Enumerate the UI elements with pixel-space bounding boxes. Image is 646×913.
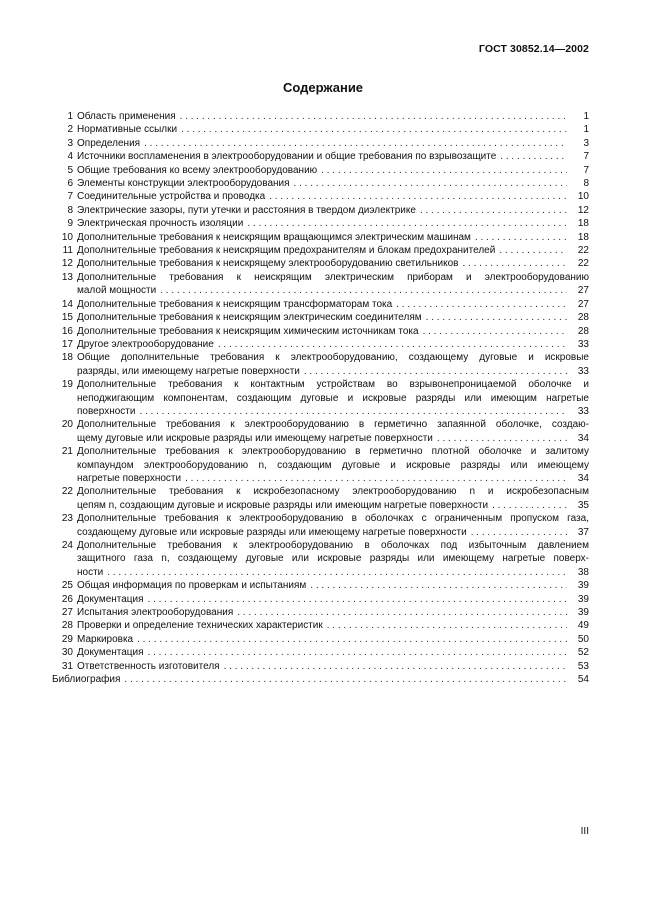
toc-entry-title: Дополнительные требования к неискрящим химическим источникам тока [77, 325, 419, 337]
toc-entry-page: 39 [577, 580, 589, 592]
toc-entry-title-line: защитного газа n, создающему дуговые или искровые разряды или имеющему нагретые поверх- [77, 553, 589, 565]
toc-entry-title: Электрические зазоры, пути утечки и расстояния в твердом диэлектрике [77, 204, 416, 216]
toc-entry-page: 54 [577, 674, 589, 686]
table-of-contents [52, 110, 589, 686]
toc-entry-number: 26 [61, 593, 73, 605]
dot-leader [323, 619, 567, 632]
toc-entry-number: 19 [61, 379, 73, 391]
toc-entry[interactable] [52, 378, 589, 418]
dot-leader [120, 673, 567, 686]
dot-leader [467, 526, 567, 539]
toc-entry[interactable] [52, 257, 589, 270]
toc-entry[interactable] [52, 673, 589, 686]
toc-entry-number: 29 [61, 633, 73, 645]
toc-entry-page: 3 [583, 137, 589, 149]
toc-entry-number: 12 [61, 258, 73, 270]
toc-entry-number: 16 [61, 325, 73, 337]
toc-entry-title: Библиография [52, 674, 121, 686]
toc-entry-number: 18 [61, 352, 73, 364]
dot-leader [177, 123, 567, 136]
toc-entry-title-line: Дополнительные требования к электрооборудованию в оболочках с ограниченным пропуском газа, [77, 513, 589, 525]
toc-entry[interactable] [52, 445, 589, 485]
toc-entry-page: 28 [577, 312, 589, 324]
toc-entry[interactable] [52, 485, 589, 512]
dot-leader [495, 244, 567, 257]
dot-leader [214, 338, 567, 351]
dot-leader [144, 593, 567, 606]
toc-entry-title: Определения [77, 137, 141, 149]
toc-entry-number: 15 [61, 312, 73, 324]
toc-entry-title: разряды, или имеющему нагретые поверхности [77, 365, 300, 377]
toc-entry-number: 6 [67, 178, 73, 190]
dot-leader [220, 660, 567, 673]
toc-entry[interactable] [52, 593, 589, 606]
toc-entry-title: Общая информация по проверкам и испытаниям [77, 580, 307, 592]
toc-entry-page: 37 [577, 526, 589, 538]
toc-entry-number: 27 [61, 607, 73, 619]
toc-entry[interactable] [52, 660, 589, 673]
dot-leader [265, 190, 567, 203]
toc-entry-page: 1 [583, 111, 589, 122]
toc-entry-title: поверхности [77, 405, 136, 417]
document-header: ГОСТ 30852.14—2002 [478, 43, 589, 55]
toc-entry-page: 10 [577, 191, 589, 203]
dot-leader [290, 177, 567, 190]
dot-leader [243, 217, 567, 230]
toc-entry-title: Дополнительные требования к неискрящим трансформаторам тока [77, 298, 393, 310]
toc-entry[interactable] [52, 512, 589, 539]
toc-entry-title-line: компаундом электрооборудованию n, создающим дуговые и искровые разряды или имеющему [77, 459, 589, 471]
toc-entry[interactable] [52, 177, 589, 190]
toc-entry-page: 18 [577, 218, 589, 230]
toc-entry-number: 17 [61, 338, 73, 350]
dot-leader [156, 284, 567, 297]
toc-entry-page: 33 [577, 338, 589, 350]
toc-entry-number: 9 [67, 218, 73, 230]
toc-entry-page: 39 [577, 607, 589, 619]
toc-entry-title-line: Дополнительные требования к неискрящим электрическим приборам и электрооборудованию [77, 271, 589, 283]
toc-entry-number: 10 [61, 231, 73, 243]
toc-entry-title: Дополнительные требования к неискрящим предохранителям и блокам предохранителей [77, 245, 496, 257]
toc-entry[interactable] [52, 190, 589, 203]
toc-entry-title: щему дуговые или искровые разряды или имеющему нагретые поверхности [77, 432, 433, 444]
toc-entry-title: Проверки и определение технических характеристик [77, 620, 323, 632]
toc-entry-number: 21 [61, 446, 73, 458]
toc-entry-title: Ответственность изготовителя [77, 660, 220, 672]
toc-entry[interactable] [52, 244, 589, 257]
toc-entry-title-line: неподжигающим компонентам, создающим дуговые и искровые разряды или имеющим нагретые [77, 392, 589, 404]
toc-entry-title: Источники воспламенения в электрооборудовании и общие требования по взрывозащите [77, 151, 497, 163]
dot-leader [392, 298, 567, 311]
toc-entry[interactable] [52, 231, 589, 244]
toc-entry-number: 28 [61, 620, 73, 632]
toc-entry[interactable] [52, 539, 589, 579]
toc-entry-number: 7 [67, 191, 73, 203]
toc-entry-page: 22 [577, 245, 589, 257]
page-number: III [580, 826, 589, 837]
toc-entry-title-line: Дополнительные требования к искробезопасному электрооборудованию n и искробезопасным [77, 486, 589, 498]
toc-entry-number: 14 [61, 298, 73, 310]
toc-entry-number: 8 [67, 204, 73, 216]
toc-entry-page: 49 [577, 620, 589, 632]
toc-entry-title: Общие требования ко всему электрооборудованию [77, 164, 318, 176]
toc-entry-page: 7 [583, 164, 589, 176]
toc-entry-number: 22 [61, 486, 73, 498]
dot-leader [233, 606, 567, 619]
toc-entry[interactable] [52, 351, 589, 378]
dot-leader [433, 432, 567, 445]
toc-entry[interactable] [52, 298, 589, 311]
toc-entry-number: 13 [61, 271, 73, 283]
toc-entry[interactable] [52, 338, 589, 351]
dot-leader [419, 325, 567, 338]
toc-entry-page: 27 [577, 285, 589, 297]
dot-leader [471, 231, 567, 244]
toc-entry-number: 30 [61, 647, 73, 659]
toc-entry-title-line: Дополнительные требования к электрооборудованию в оболочках под избыточным давлением [77, 540, 589, 551]
dot-leader [181, 472, 567, 485]
toc-entry[interactable] [52, 271, 589, 298]
toc-entry-title: Соединительные устройства и проводка [77, 191, 266, 203]
toc-entry-title: Область применения [77, 111, 176, 122]
toc-entry[interactable] [52, 579, 589, 592]
toc-entry[interactable] [52, 633, 589, 646]
toc-entry[interactable] [52, 325, 589, 338]
toc-entry[interactable] [52, 217, 589, 230]
toc-entry-page: 35 [577, 499, 589, 511]
toc-entry-page: 52 [577, 647, 589, 659]
toc-entry-title: Электрическая прочность изоляции [77, 218, 244, 230]
toc-entry-title: Другое электрооборудование [77, 338, 214, 350]
toc-entry[interactable] [52, 311, 589, 324]
toc-entry-title: цепям n, создающим дуговые и искровые разряды или имеющим нагретые поверхности [77, 499, 489, 511]
toc-entry-page: 38 [577, 566, 589, 578]
dot-leader [496, 150, 567, 163]
dot-leader [300, 365, 567, 378]
dot-leader [488, 499, 567, 512]
toc-entry-page: 34 [577, 432, 589, 444]
toc-entry-number: 31 [61, 660, 73, 672]
toc-entry-title: малой мощности [77, 285, 157, 297]
toc-entry-page: 39 [577, 593, 589, 605]
dot-leader [306, 579, 567, 592]
toc-entry-number: 2 [67, 124, 73, 136]
toc-entry-page: 33 [577, 365, 589, 377]
toc-entry-number: 25 [61, 580, 73, 592]
dot-leader [416, 204, 567, 217]
toc-entry[interactable] [52, 646, 589, 659]
toc-entry[interactable] [52, 619, 589, 632]
dot-leader [103, 566, 567, 579]
dot-leader [144, 646, 567, 659]
toc-entry-title: Документация [77, 647, 144, 659]
toc-entry-title: Дополнительные требования к неискрящим вращающимся электрическим машинам [77, 231, 471, 243]
toc-entry-title: Документация [77, 593, 144, 605]
toc-entry[interactable] [52, 606, 589, 619]
toc-entry-number: 24 [61, 540, 73, 551]
toc-entry-page: 50 [577, 633, 589, 645]
toc-entry-number: 4 [67, 151, 73, 163]
toc-entry-title: Маркировка [77, 633, 134, 645]
dot-leader [422, 311, 567, 324]
dot-leader [135, 405, 567, 418]
toc-entry-page: 22 [577, 258, 589, 270]
toc-entry-title-line: Общие дополнительные требования к электрооборудованию, создающему дуговые и искровые [77, 352, 589, 364]
toc-entry-title: Дополнительные требования к неискрящему электрооборудованию светильников [77, 258, 459, 270]
toc-entry[interactable] [52, 137, 589, 150]
toc-entry-title: Нормативные ссылки [77, 124, 178, 136]
dot-leader [317, 164, 567, 177]
toc-entry[interactable] [52, 150, 589, 163]
toc-entry-number: 1 [67, 111, 73, 122]
toc-entry[interactable] [52, 110, 589, 123]
toc-entry-title-line: Дополнительные требования к электрооборудованию в герметично запаянной оболочке, создаю- [77, 419, 589, 431]
toc-entry-number: 5 [67, 164, 73, 176]
dot-leader [133, 633, 567, 646]
dot-leader [458, 257, 567, 270]
toc-entry-page: 1 [583, 124, 589, 136]
toc-entry-page: 34 [577, 472, 589, 484]
toc-entry-title: Дополнительные требования к неискрящим электрическим соединителям [77, 312, 422, 324]
toc-entry[interactable] [52, 164, 589, 177]
toc-entry-page: 27 [577, 298, 589, 310]
toc-entry-title-line: Дополнительные требования к электрооборудованию в герметично плотной оболочке и залитому [77, 446, 589, 458]
dot-leader [140, 137, 567, 150]
page-title: Содержание [282, 80, 364, 95]
toc-entry-page: 28 [577, 325, 589, 337]
toc-entry-number: 11 [62, 245, 73, 257]
dot-leader [176, 110, 567, 123]
toc-entry-title-line: Дополнительные требования к контактным устройствам во взрывонепроницаемой оболочке и [77, 379, 589, 391]
toc-entry-page: 53 [577, 660, 589, 672]
toc-entry[interactable] [52, 418, 589, 445]
toc-entry-page: 12 [577, 204, 589, 216]
toc-entry-title: Элементы конструкции электрооборудования [77, 178, 290, 190]
toc-entry[interactable] [52, 123, 589, 136]
toc-entry-page: 33 [577, 405, 589, 417]
toc-entry-number: 3 [67, 137, 73, 149]
toc-entry-title: Испытания электрооборудования [77, 607, 234, 619]
toc-entry-title: ности [77, 566, 104, 578]
toc-entry-title: создающему дуговые или искровые разряды или имеющему нагретые поверхности [77, 526, 467, 538]
toc-entry-number: 23 [61, 513, 73, 525]
toc-entry-number: 20 [61, 419, 73, 431]
toc-entry-page: 8 [583, 178, 589, 190]
toc-entry-page: 18 [577, 231, 589, 243]
toc-entry-page: 7 [583, 151, 589, 163]
toc-entry[interactable] [52, 204, 589, 217]
toc-entry-title: нагретые поверхности [77, 472, 182, 484]
